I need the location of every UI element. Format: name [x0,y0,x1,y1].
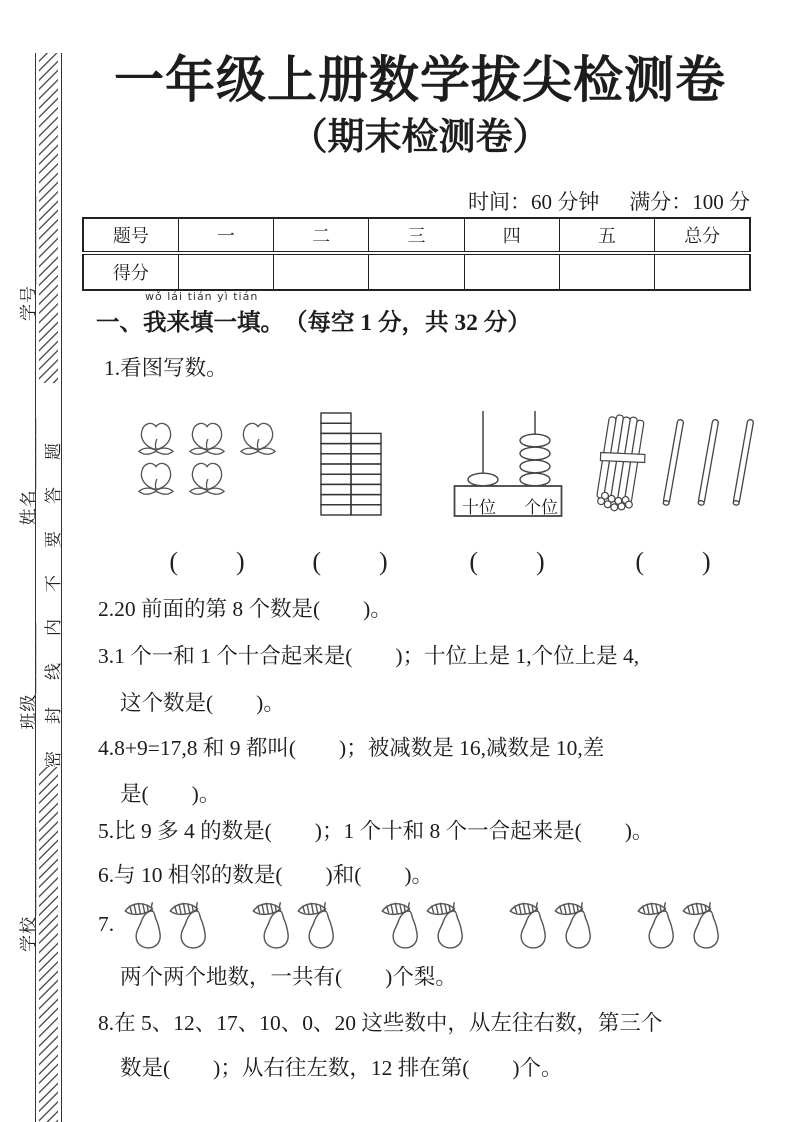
score-cell-4 [464,253,559,290]
section-1-number: 一、 [96,310,143,336]
question-1-figures [98,398,758,580]
question-6: 6.与 10 相邻的数是( )和( )。 [98,863,434,887]
pear-icon [379,899,429,949]
col-part-4: 四 [464,218,559,253]
name-label: 姓名 [18,489,38,526]
question-7-text: 两个两个地数，一共有( )个梨。 [120,965,457,989]
loose-sticks [660,416,756,512]
abacus-figure [428,398,588,578]
section-1-heading [96,290,531,337]
question-7-number: 7. [98,912,115,936]
full-score: 满分：100 分 [629,190,750,214]
seal-line-text: 密封线内不要答题 [44,416,63,768]
sticks-figure [592,398,756,578]
answer-blank-blocks: ( ) [312,547,390,576]
peaches-figure [128,398,288,578]
pear-pair [250,899,345,949]
stick-bundle-icon [593,414,651,516]
school-blank-line: ＿＿＿＿＿ [18,826,38,916]
peach-icon [186,420,228,458]
col-part-3: 三 [369,218,464,253]
class-label: 班级 [18,693,38,730]
section-1-title: 我来填一填。 [143,310,284,336]
class-blank-line: ＿＿＿＿ [18,621,38,694]
pear-icon [507,899,557,949]
abacus-place-value [453,406,563,523]
tens-place-label: 十位 [462,498,496,517]
score-cell-1 [178,253,273,290]
peach-icon [186,460,228,498]
section-1-points: （每空 1 分，共 32 分） [284,310,531,336]
peach-icon [135,460,177,498]
col-part-1: 一 [178,218,273,253]
score-cell-total [655,253,750,290]
student-number-label: 学号 [18,285,38,322]
seal-hatch-bottom [39,767,58,1122]
time-limit: 时间：60 分钟 [468,190,600,214]
question-3-line-2: 这个数是( )。 [120,691,285,715]
school-label: 学校 [18,916,38,952]
score-table-value-row [83,253,750,290]
peach-group [135,420,281,500]
score-cell-5 [559,253,654,290]
pear-pair [507,899,602,949]
sticks-group [593,414,756,516]
col-part-2: 二 [274,218,369,253]
exam-title: 一年级上册数学拔尖检测卷 [114,52,726,108]
questions-block [98,598,770,1079]
pear-pairs [122,899,730,949]
col-total: 总分 [655,218,750,253]
col-question-number: 题号 [83,218,178,253]
question-2: 2.20 前面的第 8 个数是( )。 [98,597,392,621]
section-1-pinyin: wǒ lái tián yì tián [145,290,259,303]
pear-pair [122,899,217,949]
pear-icon [424,899,474,949]
pear-icon [122,899,172,949]
question-4-line-1: 4.8+9=17,8 和 9 都叫( )；被减数是 16,减数是 10,差 [98,736,605,760]
score-table-header-row [83,218,750,253]
pear-icon [250,899,300,949]
stick-icon [660,416,686,512]
question-7-figure-row [98,898,730,950]
stick-icon [695,416,721,512]
question-5: 5.比 9 多 4 的数是( )；1 个十和 8 个一合起来是( )。 [98,819,654,843]
score-cell-3 [369,253,464,290]
seal-hatch-top [39,53,58,383]
score-row-label: 得分 [83,253,178,290]
question-4-line-2: 是( )。 [120,782,221,806]
stick-icon [730,416,756,512]
answer-blank-peaches: ( ) [169,547,247,576]
question-8-line-1: 8.在 5、12、17、10、0、20 这些数中，从左往右数，第三个 [98,1011,663,1035]
student-number-blank-line: ＿＿＿＿＿ [18,195,38,286]
exam-subtitle: （期末检测卷） [290,117,550,158]
pear-pair [635,899,730,949]
pear-icon [680,899,730,949]
answer-blank-sticks: ( ) [635,547,713,576]
question-8-line-2: 数是( )；从右往左数，12 排在第( )个。 [120,1056,563,1080]
question-3-line-1: 3.1 个一和 1 个十合起来是( )；十位上是 1,个位上是 4, [98,644,640,668]
answer-blank-abacus: ( ) [469,547,547,576]
pear-icon [167,899,217,949]
stacked-blocks-icon [320,412,382,516]
pear-icon [552,899,602,949]
time-score-line [82,186,750,216]
pear-icon [295,899,345,949]
peach-icon [135,420,177,458]
name-blank-line: ＿＿＿＿ [18,417,38,490]
blocks-figure [290,398,412,578]
ones-place-label: 个位 [524,498,558,517]
col-part-5: 五 [559,218,654,253]
score-cell-2 [274,253,369,290]
score-table [82,217,751,291]
question-1-text: 1.看图写数。 [104,356,228,380]
pear-icon [635,899,685,949]
pear-pair [379,899,474,949]
peach-icon [237,420,279,458]
